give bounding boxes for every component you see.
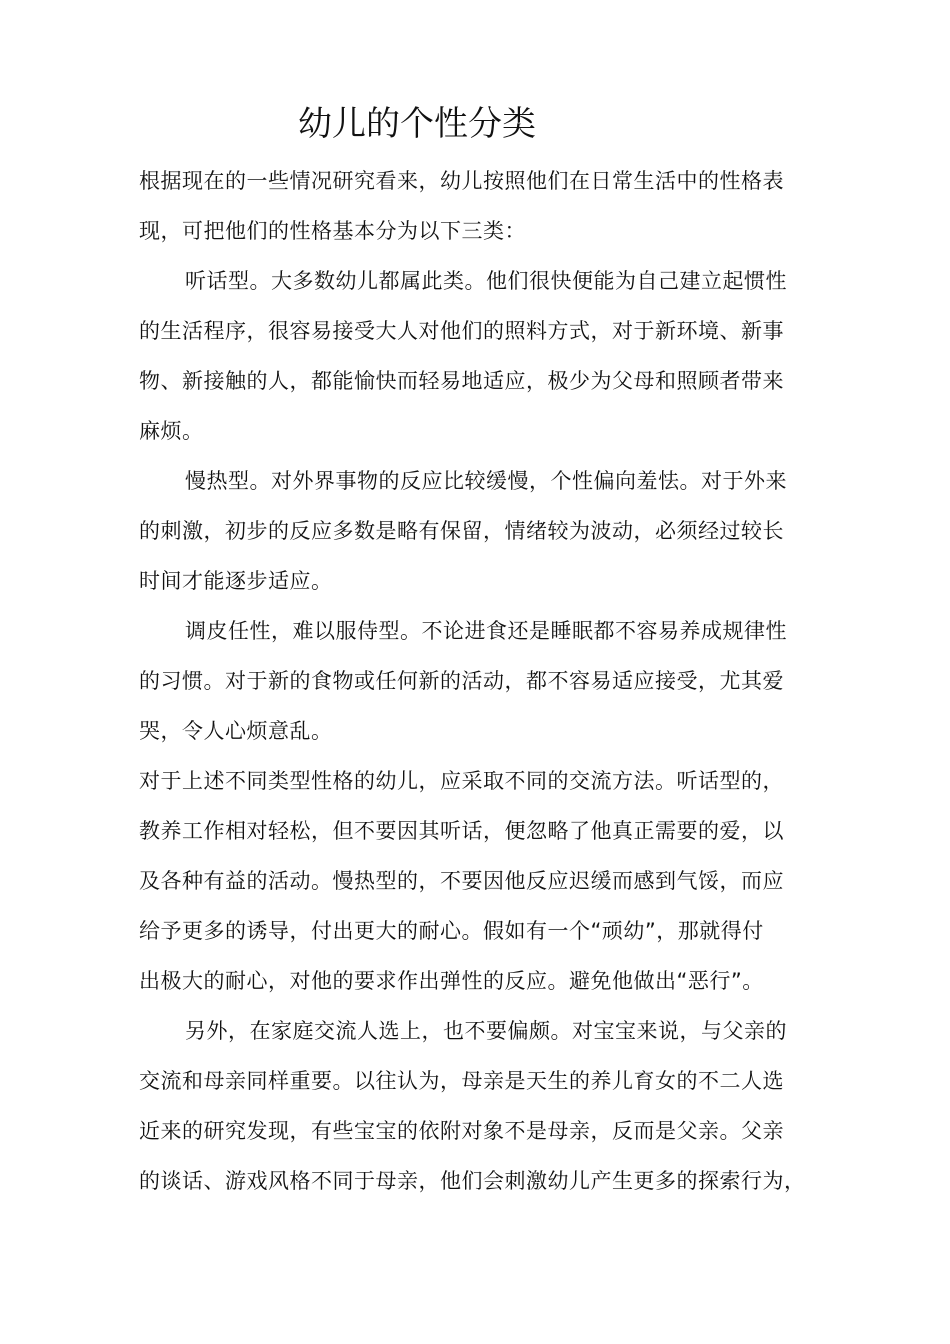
- body-line: 时间才能逐步适应。: [139, 569, 333, 593]
- body-line: 听话型。大多数幼儿都属此类。他们很快便能为自己建立起惯性: [185, 269, 787, 293]
- body-line: 的习惯。对于新的食物或任何新的活动，都不容易适应接受，尤其爱: [139, 669, 784, 693]
- body-line: 交流和母亲同样重要。以往认为，母亲是天生的养儿育女的不二人选: [139, 1069, 784, 1093]
- body-line: 教养工作相对轻松，但不要因其听话，便忽略了他真正需要的爱，以: [139, 819, 784, 843]
- body-line: 现，可把他们的性格基本分为以下三类：: [139, 219, 526, 243]
- body-line: 麻烦。: [139, 419, 204, 443]
- body-line: 的谈话、游戏风格不同于母亲，他们会刺激幼儿产生更多的探索行为，: [139, 1169, 806, 1193]
- body-line: 出极大的耐心，对他的要求作出弹性的反应。避免他做出“恶行”。: [139, 969, 764, 993]
- body-line: 的生活程序，很容易接受大人对他们的照料方式，对于新环境、新事: [139, 319, 784, 343]
- document-title: 幼儿的个性分类: [298, 104, 536, 144]
- body-line: 对于上述不同类型性格的幼儿，应采取不同的交流方法。听话型的，: [139, 769, 784, 793]
- body-line: 调皮任性，难以服侍型。不论进食还是睡眠都不容易养成规律性: [185, 619, 787, 643]
- body-line: 近来的研究发现，有些宝宝的依附对象不是母亲，反而是父亲。父亲: [139, 1119, 784, 1143]
- body-line: 另外，在家庭交流人选上，也不要偏颇。对宝宝来说，与父亲的: [185, 1019, 787, 1043]
- body-line: 物、新接触的人，都能愉快而轻易地适应，极少为父母和照顾者带来: [139, 369, 784, 393]
- body-line: 慢热型。对外界事物的反应比较缓慢，个性偏向羞怯。对于外来: [185, 469, 787, 493]
- body-line: 哭，令人心烦意乱。: [139, 719, 333, 743]
- body-line: 给予更多的诱导，付出更大的耐心。假如有一个“顽幼”，那就得付: [139, 919, 764, 943]
- body-line: 根据现在的一些情况研究看来，幼儿按照他们在日常生活中的性格表: [139, 169, 784, 193]
- body-line: 的刺激，初步的反应多数是略有保留，情绪较为波动，必须经过较长: [139, 519, 784, 543]
- document-body: [139, 156, 829, 1206]
- body-line: 及各种有益的活动。慢热型的，不要因他反应迟缓而感到气馁，而应: [139, 869, 784, 893]
